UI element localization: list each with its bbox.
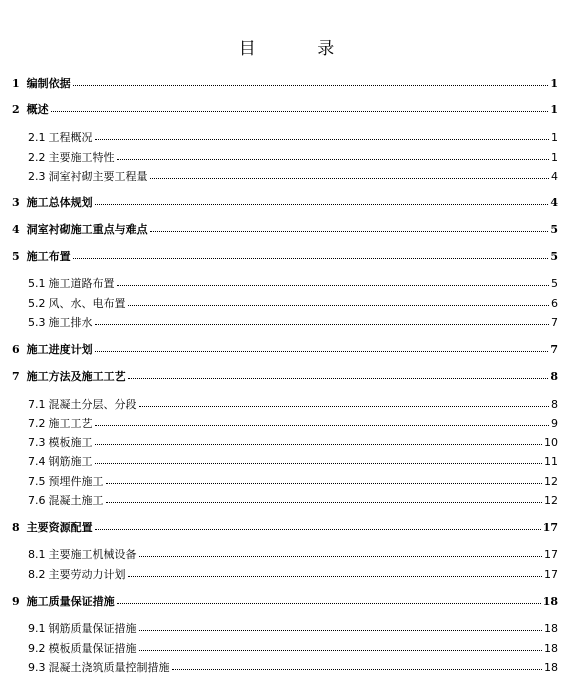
toc-entry[interactable] — [12, 519, 558, 535]
toc-entry[interactable] — [28, 492, 558, 508]
toc-dot-leader — [95, 443, 543, 445]
toc-entry-number: 8.2 — [28, 568, 46, 581]
toc-entry-page: 7 — [550, 343, 558, 356]
toc-entry[interactable] — [12, 341, 558, 357]
toc-entry-title: 工程概况 — [48, 131, 93, 144]
toc-entry-title: 施工方法及施工工艺 — [26, 370, 126, 383]
toc-dot-leader — [95, 323, 550, 325]
toc-entry[interactable] — [12, 194, 558, 210]
toc-entry-page: 17 — [542, 521, 558, 534]
toc-entry-number: 5 — [12, 250, 20, 263]
toc-entry-title: 混凝土浇筑质量控制措施 — [48, 661, 170, 674]
toc-entry-page: 18 — [544, 622, 558, 635]
toc-dot-leader — [106, 501, 543, 503]
toc-entry-title: 钢筋质量保证措施 — [48, 622, 137, 635]
toc-dot-leader — [95, 350, 549, 352]
toc-entry-number: 8.1 — [28, 548, 46, 561]
toc-entry[interactable] — [12, 368, 558, 384]
toc-entry[interactable] — [12, 101, 558, 117]
toc-entry-title: 主要施工机械设备 — [48, 548, 137, 561]
toc-entry[interactable] — [28, 620, 558, 636]
toc-entry-title: 施工布置 — [26, 250, 71, 263]
toc-entry-number: 5.1 — [28, 277, 46, 290]
toc-entry-page: 6 — [551, 297, 558, 310]
toc-entry[interactable] — [28, 275, 558, 291]
toc-entry-page: 5 — [550, 223, 558, 236]
toc-entry[interactable] — [28, 434, 558, 450]
toc-dot-leader — [172, 668, 543, 670]
toc-entry-page: 10 — [544, 436, 558, 449]
toc-entry-title: 施工排水 — [48, 316, 93, 329]
toc-entry-page: 4 — [551, 170, 558, 183]
toc-entry-number: 5.3 — [28, 316, 46, 329]
toc-dot-leader — [95, 528, 541, 530]
toc-dot-leader — [139, 555, 543, 557]
toc-entry-title: 施工工艺 — [48, 417, 93, 430]
toc-dot-leader — [139, 405, 550, 407]
toc-dot-leader — [106, 482, 543, 484]
toc-entry-number: 6 — [12, 343, 20, 356]
toc-entry-number: 2.1 — [28, 131, 46, 144]
toc-entry[interactable] — [28, 314, 558, 330]
toc-entry-title: 混凝土分层、分段 — [48, 398, 137, 411]
toc-entry-title: 施工质量保证措施 — [26, 595, 115, 608]
toc-title: 目 录 — [238, 39, 363, 59]
toc-dot-leader — [128, 304, 550, 306]
toc-entry-title: 施工总体规划 — [26, 196, 93, 209]
toc-entry-number: 7 — [12, 370, 20, 383]
toc-entry-page: 9 — [551, 417, 558, 430]
toc-entry[interactable] — [28, 396, 558, 412]
toc-entry-number: 7.2 — [28, 417, 46, 430]
toc-dot-leader — [117, 158, 550, 160]
toc-entry-page: 18 — [544, 661, 558, 674]
toc-entry-number: 7.1 — [28, 398, 46, 411]
toc-entry-page: 1 — [551, 131, 558, 144]
toc-entry-page: 5 — [551, 277, 558, 290]
toc-entry-title: 编制依据 — [26, 77, 71, 90]
toc-dot-leader — [139, 629, 543, 631]
toc-entry-number: 9.1 — [28, 622, 46, 635]
toc-entry[interactable] — [28, 473, 558, 489]
toc-entry[interactable] — [12, 221, 558, 237]
toc-entry-page: 18 — [542, 595, 558, 608]
toc-entry[interactable] — [28, 640, 558, 656]
toc-entry-page: 8 — [550, 370, 558, 383]
toc-entry-number: 8 — [12, 521, 20, 534]
toc-entry-number: 9.2 — [28, 642, 46, 655]
toc-entry[interactable] — [28, 168, 558, 184]
toc-entry-page: 17 — [544, 568, 558, 581]
toc-entry-title: 预埋件施工 — [48, 475, 104, 488]
toc-entry[interactable] — [28, 149, 558, 165]
toc-entry[interactable] — [28, 129, 558, 145]
toc-entry-page: 18 — [544, 642, 558, 655]
toc-entry-title: 概述 — [26, 103, 49, 116]
toc-entry-page: 12 — [544, 494, 558, 507]
toc-entry[interactable] — [12, 75, 558, 91]
toc-entry[interactable] — [28, 546, 558, 562]
toc-entry-page: 1 — [551, 151, 558, 164]
toc-dot-leader — [128, 575, 543, 577]
toc-dot-leader — [128, 377, 549, 379]
toc-entry-number: 7.3 — [28, 436, 46, 449]
toc-dot-leader — [95, 424, 550, 426]
toc-entry-page: 7 — [551, 316, 558, 329]
toc-entry-number: 4 — [12, 223, 20, 236]
toc-dot-leader — [73, 84, 549, 86]
toc-entry-number: 2.3 — [28, 170, 46, 183]
toc-entry[interactable] — [28, 659, 558, 675]
toc-entry-title: 主要劳动力计划 — [48, 568, 126, 581]
toc-entry-page: 12 — [544, 475, 558, 488]
toc-entry-number: 5.2 — [28, 297, 46, 310]
toc-dot-leader — [73, 257, 549, 259]
toc-entry-title: 风、水、电布置 — [48, 297, 126, 310]
toc-entry-title: 施工进度计划 — [26, 343, 93, 356]
toc-entry[interactable] — [12, 593, 558, 609]
toc-dot-leader — [51, 110, 549, 112]
toc-dot-leader — [95, 462, 543, 464]
toc-entry-page: 11 — [544, 455, 558, 468]
toc-entry[interactable] — [28, 566, 558, 582]
toc-entry-number: 2 — [12, 103, 20, 116]
toc-dot-leader — [95, 138, 550, 140]
toc-entry-number: 3 — [12, 196, 20, 209]
toc-entry-page: 8 — [551, 398, 558, 411]
toc-dot-leader — [95, 203, 549, 205]
toc-entry-title: 模板施工 — [48, 436, 93, 449]
toc-dot-leader — [139, 649, 543, 651]
toc-entry-number: 7.4 — [28, 455, 46, 468]
toc-entry-page: 1 — [550, 103, 558, 116]
toc-entry-title: 模板质量保证措施 — [48, 642, 137, 655]
toc-entry-page: 17 — [544, 548, 558, 561]
toc-entry-title: 主要资源配置 — [26, 521, 93, 534]
toc-entry-title: 洞室衬砌主要工程量 — [48, 170, 148, 183]
toc-entry[interactable] — [28, 295, 558, 311]
toc-entry-title: 混凝土施工 — [48, 494, 104, 507]
toc-entry-number: 9 — [12, 595, 20, 608]
toc-entry-number: 7.5 — [28, 475, 46, 488]
toc-entry-number: 2.2 — [28, 151, 46, 164]
toc-entry-title: 洞室衬砌施工重点与难点 — [26, 223, 148, 236]
toc-entry-title: 主要施工特性 — [48, 151, 115, 164]
toc-entry-number: 7.6 — [28, 494, 46, 507]
toc-entry-number: 9.3 — [28, 661, 46, 674]
toc-dot-leader — [117, 602, 541, 604]
toc-dot-leader — [117, 284, 550, 286]
toc-entry-page: 1 — [550, 77, 558, 90]
toc-entry-page: 5 — [550, 250, 558, 263]
toc-entry-title: 施工道路布置 — [48, 277, 115, 290]
toc-entry[interactable] — [28, 415, 558, 431]
toc-entry-number: 1 — [12, 77, 20, 90]
toc-entry[interactable] — [12, 248, 558, 264]
toc-dot-leader — [150, 230, 549, 232]
toc-entry[interactable] — [28, 453, 558, 469]
toc-entry-page: 4 — [550, 196, 558, 209]
toc-entry-title: 钢筋施工 — [48, 455, 93, 468]
toc-dot-leader — [150, 177, 550, 179]
